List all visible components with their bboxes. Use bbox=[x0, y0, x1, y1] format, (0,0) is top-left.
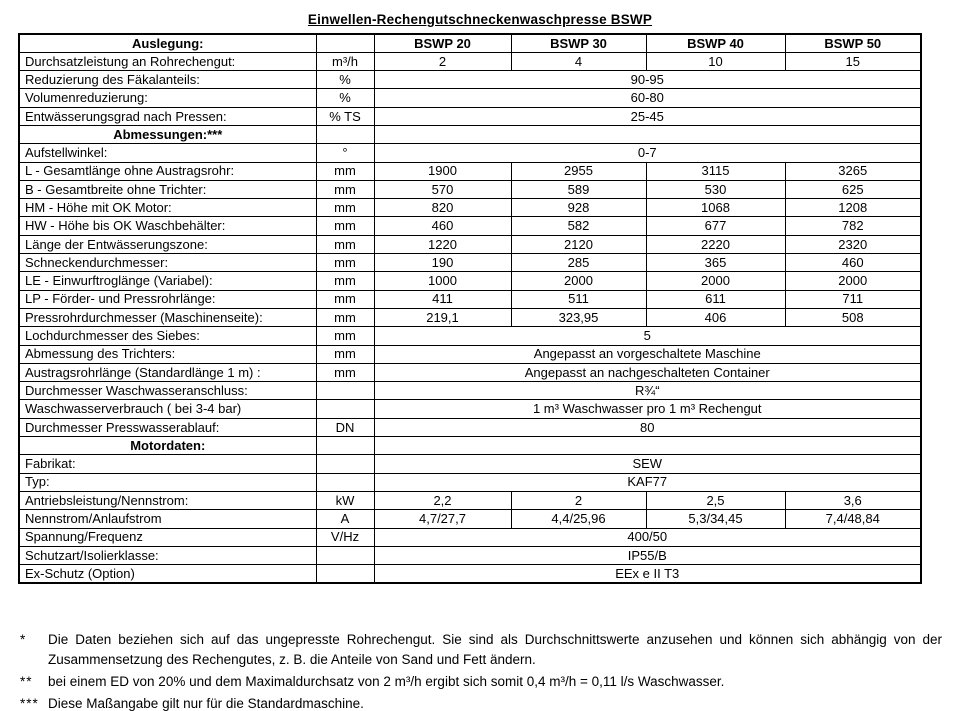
row-label: Entwässerungsgrad nach Pressen: bbox=[19, 107, 316, 125]
value-cell: 2955 bbox=[511, 162, 646, 180]
unit-cell: mm bbox=[316, 308, 374, 326]
row-label: Antriebsleistung/Nennstrom: bbox=[19, 491, 316, 509]
value-cell: 2000 bbox=[785, 272, 921, 290]
table-row bbox=[19, 180, 921, 198]
header-model-1: BSWP 20 bbox=[374, 34, 511, 52]
value-cell: 2 bbox=[511, 491, 646, 509]
unit-cell: mm bbox=[316, 217, 374, 235]
value-cell-spanned: EEx e II T3 bbox=[374, 565, 921, 583]
unit-cell: mm bbox=[316, 363, 374, 381]
value-cell-spanned: Angepasst an vorgeschaltete Maschine bbox=[374, 345, 921, 363]
page-title: Einwellen-Rechengutschneckenwaschpresse BSWP bbox=[307, 12, 653, 27]
header-label: Auslegung: bbox=[19, 34, 316, 52]
footnote-text: bei einem ED von 20% und dem Maximaldurchsatz von 2 m³/h ergibt sich somit 0,4 m³/h = 0,11 l/s Waschwasser. bbox=[48, 674, 725, 689]
header-model-4: BSWP 50 bbox=[785, 34, 921, 52]
unit-cell: % bbox=[316, 89, 374, 107]
value-cell: 530 bbox=[646, 180, 785, 198]
value-cell: 190 bbox=[374, 254, 511, 272]
row-label: Durchsatzleistung an Rohrechengut: bbox=[19, 52, 316, 70]
header-model-3: BSWP 40 bbox=[646, 34, 785, 52]
table-row bbox=[19, 473, 921, 491]
value-cell: 711 bbox=[785, 290, 921, 308]
footnote-marker: ** bbox=[20, 674, 33, 689]
row-label: Aufstellwinkel: bbox=[19, 144, 316, 162]
unit-cell: mm bbox=[316, 272, 374, 290]
table-row bbox=[19, 510, 921, 528]
spec-table-body bbox=[19, 34, 921, 583]
header-model-2: BSWP 30 bbox=[511, 34, 646, 52]
value-cell: 2320 bbox=[785, 235, 921, 253]
row-label: B - Gesamtbreite ohne Trichter: bbox=[19, 180, 316, 198]
table-row bbox=[19, 418, 921, 436]
unit-cell: DN bbox=[316, 418, 374, 436]
value-cell-spanned: IP55/B bbox=[374, 546, 921, 564]
table-row bbox=[19, 546, 921, 564]
footnote-marker: *** bbox=[20, 696, 39, 711]
unit-cell bbox=[316, 473, 374, 491]
value-cell: 1068 bbox=[646, 199, 785, 217]
footnote-text: Die Daten beziehen sich auf das ungepresste Rohrechengut. Sie sind als Durchschnittswerte anzusehen und können sich abhängig von der Zusammensetzung des Rechengutes, z. B. die Anteile von Sand und Fett ändern. bbox=[48, 632, 942, 667]
row-label: Reduzierung des Fäkalanteils: bbox=[19, 71, 316, 89]
table-row bbox=[19, 363, 921, 381]
table-row bbox=[19, 400, 921, 418]
unit-cell: mm bbox=[316, 345, 374, 363]
row-label: HW - Höhe bis OK Waschbehälter: bbox=[19, 217, 316, 235]
value-cell-spanned: 60-80 bbox=[374, 89, 921, 107]
value-cell: 677 bbox=[646, 217, 785, 235]
value-cell-spanned: R¾“ bbox=[374, 382, 921, 400]
table-header-row bbox=[19, 34, 921, 52]
value-cell-spanned: 25-45 bbox=[374, 107, 921, 125]
unit-cell bbox=[316, 565, 374, 583]
value-cell: 460 bbox=[785, 254, 921, 272]
row-label: Volumenreduzierung: bbox=[19, 89, 316, 107]
section-label: Motordaten: bbox=[19, 437, 316, 455]
row-label: Fabrikat: bbox=[19, 455, 316, 473]
unit-cell: mm bbox=[316, 290, 374, 308]
table-row bbox=[19, 345, 921, 363]
row-label: HM - Höhe mit OK Motor: bbox=[19, 199, 316, 217]
unit-cell: mm bbox=[316, 327, 374, 345]
header-unit-cell bbox=[316, 34, 374, 52]
value-cell: 928 bbox=[511, 199, 646, 217]
value-cell: 782 bbox=[785, 217, 921, 235]
row-label: Ex-Schutz (Option) bbox=[19, 565, 316, 583]
unit-cell: A bbox=[316, 510, 374, 528]
value-cell: 2,5 bbox=[646, 491, 785, 509]
value-cell: 3115 bbox=[646, 162, 785, 180]
row-label: Nennstrom/Anlaufstrom bbox=[19, 510, 316, 528]
value-cell: 625 bbox=[785, 180, 921, 198]
section-label: Abmessungen:*** bbox=[19, 125, 316, 143]
unit-cell: mm bbox=[316, 162, 374, 180]
value-cell-spanned: 5 bbox=[374, 327, 921, 345]
row-label: Schutzart/Isolierklasse: bbox=[19, 546, 316, 564]
value-cell: 2 bbox=[374, 52, 511, 70]
value-cell bbox=[374, 125, 921, 143]
row-label: LE - Einwurftroglänge (Variabel): bbox=[19, 272, 316, 290]
unit-cell: ° bbox=[316, 144, 374, 162]
table-row bbox=[19, 528, 921, 546]
unit-cell: kW bbox=[316, 491, 374, 509]
unit-cell: mm bbox=[316, 235, 374, 253]
table-row bbox=[19, 162, 921, 180]
table-row bbox=[19, 565, 921, 583]
table-row bbox=[19, 144, 921, 162]
value-cell bbox=[374, 437, 921, 455]
unit-cell: mm bbox=[316, 254, 374, 272]
unit-cell bbox=[316, 455, 374, 473]
table-row bbox=[19, 89, 921, 107]
footnotes bbox=[20, 630, 942, 711]
value-cell: 365 bbox=[646, 254, 785, 272]
value-cell-spanned: 90-95 bbox=[374, 71, 921, 89]
value-cell: 4,4/25,96 bbox=[511, 510, 646, 528]
value-cell: 3265 bbox=[785, 162, 921, 180]
row-label: Durchmesser Presswasserablauf: bbox=[19, 418, 316, 436]
value-cell: 219,1 bbox=[374, 308, 511, 326]
table-row bbox=[19, 52, 921, 70]
row-label: Austragsrohrlänge (Standardlänge 1 m) : bbox=[19, 363, 316, 381]
footnote-marker: * bbox=[20, 632, 27, 647]
value-cell: 2000 bbox=[646, 272, 785, 290]
table-row bbox=[19, 491, 921, 509]
value-cell: 285 bbox=[511, 254, 646, 272]
row-label: Schneckendurchmesser: bbox=[19, 254, 316, 272]
value-cell: 406 bbox=[646, 308, 785, 326]
value-cell: 2000 bbox=[511, 272, 646, 290]
table-row bbox=[19, 272, 921, 290]
value-cell: 820 bbox=[374, 199, 511, 217]
value-cell: 508 bbox=[785, 308, 921, 326]
value-cell: 1900 bbox=[374, 162, 511, 180]
table-row bbox=[19, 254, 921, 272]
row-label: Typ: bbox=[19, 473, 316, 491]
unit-cell bbox=[316, 546, 374, 564]
value-cell: 5,3/34,45 bbox=[646, 510, 785, 528]
value-cell: 2120 bbox=[511, 235, 646, 253]
table-row bbox=[19, 290, 921, 308]
unit-cell bbox=[316, 382, 374, 400]
unit-cell: m³/h bbox=[316, 52, 374, 70]
value-cell: 511 bbox=[511, 290, 646, 308]
value-cell-spanned: 1 m³ Waschwasser pro 1 m³ Rechengut bbox=[374, 400, 921, 418]
value-cell: 411 bbox=[374, 290, 511, 308]
table-row bbox=[19, 235, 921, 253]
value-cell-spanned: KAF77 bbox=[374, 473, 921, 491]
unit-cell bbox=[316, 125, 374, 143]
value-cell: 1220 bbox=[374, 235, 511, 253]
unit-cell: V/Hz bbox=[316, 528, 374, 546]
spec-table bbox=[18, 33, 922, 584]
section-row bbox=[19, 437, 921, 455]
unit-cell: mm bbox=[316, 199, 374, 217]
value-cell: 589 bbox=[511, 180, 646, 198]
value-cell: 2220 bbox=[646, 235, 785, 253]
table-row bbox=[19, 107, 921, 125]
value-cell: 1000 bbox=[374, 272, 511, 290]
value-cell-spanned: 400/50 bbox=[374, 528, 921, 546]
row-label: Pressrohrdurchmesser (Maschinenseite): bbox=[19, 308, 316, 326]
unit-cell bbox=[316, 437, 374, 455]
value-cell: 3,6 bbox=[785, 491, 921, 509]
table-row bbox=[19, 71, 921, 89]
value-cell: 7,4/48,84 bbox=[785, 510, 921, 528]
row-label: Waschwasserverbrauch ( bei 3-4 bar) bbox=[19, 400, 316, 418]
value-cell: 611 bbox=[646, 290, 785, 308]
value-cell: 1208 bbox=[785, 199, 921, 217]
table-row bbox=[19, 308, 921, 326]
section-row bbox=[19, 125, 921, 143]
value-cell: 323,95 bbox=[511, 308, 646, 326]
row-label: Lochdurchmesser des Siebes: bbox=[19, 327, 316, 345]
unit-cell bbox=[316, 400, 374, 418]
value-cell-spanned: 80 bbox=[374, 418, 921, 436]
value-cell-spanned: 0-7 bbox=[374, 144, 921, 162]
value-cell: 4 bbox=[511, 52, 646, 70]
value-cell-spanned: Angepasst an nachgeschalteten Container bbox=[374, 363, 921, 381]
row-label: LP - Förder- und Pressrohrlänge: bbox=[19, 290, 316, 308]
value-cell: 570 bbox=[374, 180, 511, 198]
table-row bbox=[19, 455, 921, 473]
unit-cell: mm bbox=[316, 180, 374, 198]
value-cell: 582 bbox=[511, 217, 646, 235]
table-row bbox=[19, 217, 921, 235]
row-label: Durchmesser Waschwasseranschluss: bbox=[19, 382, 316, 400]
value-cell: 2,2 bbox=[374, 491, 511, 509]
value-cell-spanned: SEW bbox=[374, 455, 921, 473]
value-cell: 10 bbox=[646, 52, 785, 70]
footnote-text: Diese Maßangabe gilt nur für die Standardmaschine. bbox=[48, 696, 364, 711]
row-label: Länge der Entwässerungszone: bbox=[19, 235, 316, 253]
table-row bbox=[19, 382, 921, 400]
unit-cell: % TS bbox=[316, 107, 374, 125]
table-row bbox=[19, 199, 921, 217]
unit-cell: % bbox=[316, 71, 374, 89]
row-label: L - Gesamtlänge ohne Austragsrohr: bbox=[19, 162, 316, 180]
table-row bbox=[19, 327, 921, 345]
row-label: Abmessung des Trichters: bbox=[19, 345, 316, 363]
value-cell: 4,7/27,7 bbox=[374, 510, 511, 528]
value-cell: 15 bbox=[785, 52, 921, 70]
row-label: Spannung/Frequenz bbox=[19, 528, 316, 546]
value-cell: 460 bbox=[374, 217, 511, 235]
